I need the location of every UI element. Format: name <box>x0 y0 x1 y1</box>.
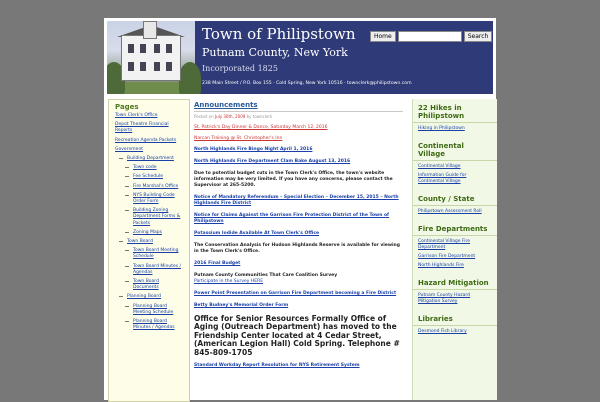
meta-prefix: Posted on <box>194 114 214 119</box>
sidebar-link-depot-theatre[interactable]: Depot Theatre Financial Reports <box>115 122 169 134</box>
sidebar-link-pb-minutes[interactable]: Planning Board Minutes / Agendas <box>115 319 189 331</box>
site-title: Town of Philipstown <box>202 25 356 43</box>
sidebar-link-zoning-forms[interactable]: Building Zoning Department Forms & Packets <box>115 208 189 227</box>
sidebar-link-tb-minutes[interactable]: Town Board Minutes / Agendas <box>115 264 189 276</box>
sidebar-link-fire-marshal[interactable]: Fire Marshal's Office <box>115 184 189 190</box>
home-button[interactable]: Home <box>370 31 396 42</box>
sidebar-link-tb-schedule[interactable]: Town Board Meeting Schedule <box>115 248 189 260</box>
section-heading-hikes: 22 Hikes in Philipstown <box>413 102 497 123</box>
site-incorporated: Incorporated 1825 <box>202 64 278 73</box>
sidebar-link-tb-documents[interactable]: Town Board Documents <box>115 279 189 291</box>
sidebar-link-town-board[interactable]: Town Board <box>115 239 189 245</box>
survey-link[interactable]: Participate in the Survey HERE <box>194 279 264 284</box>
post-link-clam-bake[interactable]: North Highlands Fire Department Clam Bake August 13, 2016 <box>194 159 351 164</box>
sidebar-link-government[interactable]: Government <box>115 146 144 152</box>
post-link-memorial-form[interactable]: Betty Budney's Memorial Order Form <box>194 303 289 308</box>
section-heading-fire-departments: Fire Departments <box>413 223 497 236</box>
post-link-workday-report[interactable]: Standard Workday Report Resolution for NYS Retirement System <box>194 363 360 369</box>
sidebar-link-town-clerk[interactable]: Town Clerk's Office <box>115 113 158 118</box>
post-link-referendum[interactable]: Notice of Mandatory Referendum – Special Election – December 15, 2015 – North Highlands Fire District <box>194 195 399 206</box>
conservation-notice: The Conservation Analysis for Hudson Highlands Reserve is available for viewing in the Town Clerk's Office. <box>194 243 400 254</box>
link-cv-info-guide[interactable]: Information Guide for Continental Village <box>418 173 467 184</box>
sidebar-link-recreation[interactable]: Recreation Agenda Packets <box>115 137 177 143</box>
section-heading-libraries: Libraries <box>413 313 497 326</box>
link-desmond-fish-library[interactable]: Desmond Fish Library <box>418 329 467 334</box>
post-link-st-patricks[interactable]: St. Patrick's Day Dinner & Dance, Saturday March 12, 2016 <box>194 125 328 130</box>
sidebar-link-zoning-maps[interactable]: Zoning Maps <box>115 230 189 236</box>
senior-resources-notice: Office for Senior Resources Formally Office of Aging (Outreach Department) has moved to the Friendship Center located at 4 Cedar Street, (American Legion Hall) Cold Spring. Telephone # 845-809-1705 <box>194 314 400 357</box>
post-meta <box>194 114 403 119</box>
town-hall-photo <box>107 21 195 94</box>
left-sidebar <box>108 99 190 402</box>
link-assessment-roll[interactable]: Philipstown Assessment Roll <box>418 209 482 214</box>
sidebar-link-town-code[interactable]: Town code <box>115 165 189 171</box>
sidebar-link-building-dept[interactable]: Building Department <box>115 156 189 162</box>
sidebar-link-fee-schedule[interactable]: Fee Schedule <box>115 174 189 180</box>
sidebar-link-nys-building-code[interactable]: NYS Building Code Order Form <box>115 193 189 205</box>
link-garrison-fire-dept[interactable]: Garrison Fire Department <box>418 254 476 259</box>
meta-date: July 30th, 2009 <box>214 114 246 119</box>
link-continental-village[interactable]: Continental Village <box>418 164 461 169</box>
survey-block <box>194 273 403 285</box>
search-bar <box>370 31 492 42</box>
title-divider <box>194 111 403 112</box>
site-county: Putnam County, New York <box>202 46 348 59</box>
post-link-final-budget[interactable]: 2016 Final Budget <box>194 261 241 266</box>
section-heading-hazard-mitigation: Hazard Mitigation <box>413 277 497 290</box>
search-button[interactable]: Search <box>464 31 493 42</box>
link-hazard-survey[interactable]: Putnam County Hazard Mitigation Survey <box>418 293 471 304</box>
link-north-highlands-fire[interactable]: North Highlands Fire <box>418 263 464 268</box>
right-sidebar <box>412 99 497 400</box>
section-heading-continental-village: Continental Village <box>413 140 497 161</box>
post-link-narcan[interactable]: Narcan Training @ St. Christopher's Inn <box>194 136 283 141</box>
pages-heading: Pages <box>115 103 139 111</box>
page-wrapper <box>104 18 496 400</box>
link-hiking[interactable]: Hiking in Philipstown <box>418 126 465 131</box>
meta-author: by townclerk <box>246 114 273 119</box>
link-cv-fire-dept[interactable]: Continental Village Fire Department <box>418 239 471 250</box>
site-header <box>107 21 493 94</box>
announcements-title[interactable]: Announcements <box>194 101 258 109</box>
post-link-potassium[interactable]: Potassium Iodide Available At Town Clerk's Office <box>194 231 320 236</box>
search-input[interactable] <box>398 31 462 42</box>
post-link-powerpoint[interactable]: Power Point Presentation on Garrison Fire Department becoming a Fire District <box>194 291 397 296</box>
main-content <box>194 99 403 400</box>
post-link-claims[interactable]: Notice for Claims Against the Garrison Fire Protection District of the Town of Philipstown <box>194 213 390 224</box>
sidebar-link-pb-schedule[interactable]: Planning Board Meeting Schedule <box>115 304 189 316</box>
post-link-bingo[interactable]: North Highlands Fire Bingo Night April 1, 2016 <box>194 147 313 152</box>
budget-notice: Due to potential budget cuts in the Town Clerk's Office, the town's website information may be very limited. If you have any concerns, please contact the Supervisor at 265-5200. <box>194 171 393 188</box>
site-address: 238 Main Street / P.O. Box 155 · Cold Spring, New York 10516 · townclerk@philipstown.com <box>202 81 412 86</box>
section-heading-county-state: County / State <box>413 193 497 206</box>
survey-heading: Putnam County Communities That Care Coalition Survey <box>194 273 338 278</box>
sidebar-link-planning-board[interactable]: Planning Board <box>115 294 189 300</box>
